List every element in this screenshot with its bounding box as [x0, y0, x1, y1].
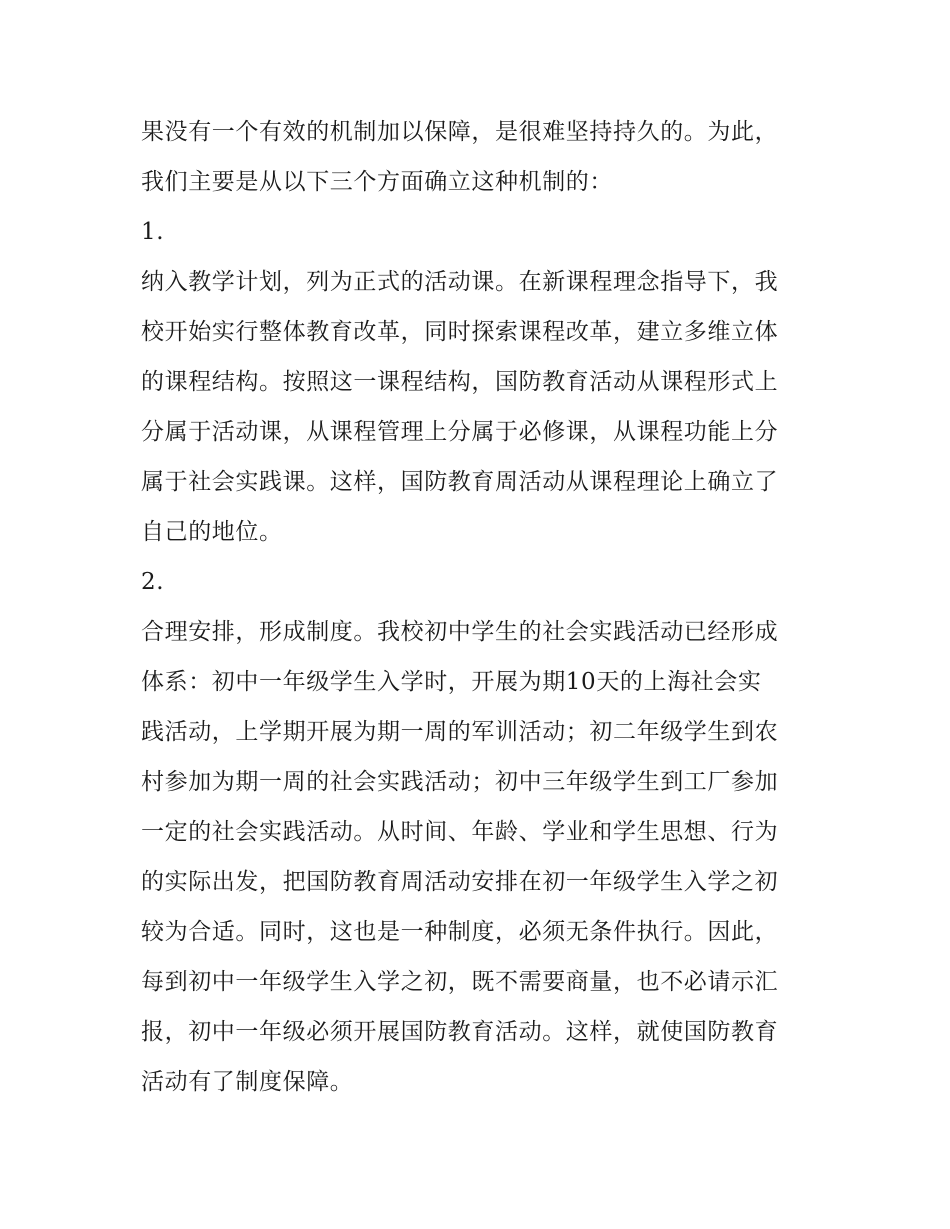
- body-text: [141, 107, 821, 1107]
- text-line: 分属于活动课，从课程管理上分属于必修课，从课程功能上分: [141, 419, 779, 445]
- text-line: 我们主要是从以下三个方面确立这种机制的：: [141, 169, 613, 195]
- text-line: 的课程结构。按照这一课程结构，国防教育活动从课程形式上: [141, 369, 779, 395]
- text-line: 合理安排，形成制度。我校初中学生的社会实践活动已经形成: [141, 619, 779, 645]
- text-line: 较为合适。同时，这也是一种制度，必须无条件执行。因此，: [141, 919, 779, 945]
- list-number: 2.: [141, 569, 165, 595]
- text-line: 纳入教学计划，列为正式的活动课。在新课程理念指导下，我: [141, 269, 779, 295]
- text-line: 校开始实行整体教育改革，同时探索课程改革，建立多维立体: [141, 319, 779, 345]
- text-line: 的实际出发，把国防教育周活动安排在初一年级学生入学之初: [141, 869, 779, 895]
- text-line: 活动有了制度保障。: [141, 1069, 354, 1095]
- text-line: 村参加为期一周的社会实践活动；初中三年级学生到工厂参加: [141, 769, 779, 795]
- text-line: 果没有一个有效的机制加以保障，是很难坚持持久的。为此，: [141, 119, 779, 145]
- text-line: 报，初中一年级必须开展国防教育活动。这样，就使国防教育: [141, 1019, 779, 1045]
- text-line: 自己的地位。: [141, 519, 283, 545]
- list-number: 1.: [141, 219, 165, 245]
- text-line: 一定的社会实践活动。从时间、年龄、学业和学生思想、行为: [141, 819, 779, 845]
- text-line: 践活动，上学期开展为期一周的军训活动；初二年级学生到农: [141, 719, 779, 745]
- text-line: 属于社会实践课。这样，国防教育周活动从课程理论上确立了: [141, 469, 779, 495]
- text-line: 每到初中一年级学生入学之初，既不需要商量，也不必请示汇: [141, 969, 779, 995]
- text-line: 体系：初中一年级学生入学时，开展为期10天的上海社会实: [141, 669, 762, 695]
